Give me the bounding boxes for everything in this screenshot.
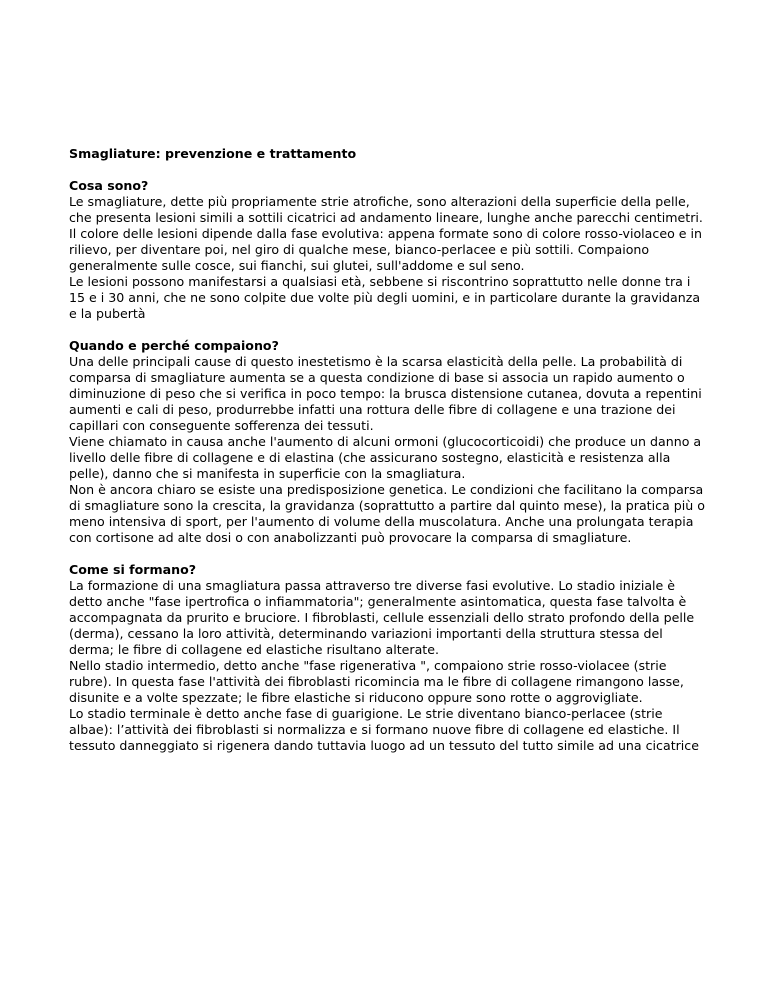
paragraph: Le smagliature, dette più propriamente strie atrofiche, sono alterazioni della superficie della pelle, che presenta lesioni simili a sottili cicatrici ad andamento lineare, lunghe anche parecchi centimetri. Il colore delle lesioni dipende dalla fase evolutiva: appena formate sono di colore rosso-violaceo e in rilievo, per diventare poi, nel giro di qualche mese, bianco-perlacee e più sottili. Compaiono generalmente sulle cosce, sui fianchi, sui glutei, sull'addome e sul seno.: [69, 194, 703, 273]
section-quando-e-perche: [69, 338, 705, 546]
paragraph: Lo stadio terminale è detto anche fase di guarigione. Le strie diventano bianco-perlacee (strie albae): l’attività dei fibroblasti si normalizza e si formano nuove fibre di collagene ed elastiche. Il tessuto danneggiato si rigenera dando tuttavia luogo ad un tessuto del tutto simile ad una cicatrice: [69, 706, 699, 753]
document-page: [69, 146, 705, 770]
section-heading: Come si formano?: [69, 562, 197, 577]
paragraph: Non è ancora chiaro se esiste una predisposizione genetica. Le condizioni che facilitano la comparsa di smagliature sono la crescita, la gravidanza (soprattutto a partire dal quinto mese), la pratica più o meno intensiva di sport, per l'aumento di volume della muscolatura. Anche una prolungata terapia con cortisone ad alte dosi o con anabolizzanti può provocare la comparsa di smagliature.: [69, 482, 705, 545]
paragraph: Nello stadio intermedio, detto anche "fase rigenerativa ", compaiono strie rosso-violacee (strie rubre). In questa fase l'attività dei fibroblasti ricomincia ma le fibre di collagene rimangono lasse, disunite e a volte spezzate; le fibre elastiche si riducono oppure sono rotte o aggrovigliate.: [69, 658, 684, 705]
paragraph: La formazione di una smagliatura passa attraverso tre diverse fasi evolutive. Lo stadio iniziale è detto anche "fase ipertrofica o infiammatoria"; generalmente asintomatica, questa fase talvolta è accompagnata da prurito e bruciore. I fibroblasti, cellule essenziali dello strato profondo della pelle (derma), cessano la loro attività, determinando variazioni importanti della struttura stessa del derma; le fibre di collagene ed elastiche risultano alterate.: [69, 578, 695, 657]
section-cosa-sono: [69, 178, 705, 322]
paragraph: Le lesioni possono manifestarsi a qualsiasi età, sebbene si riscontrino soprattutto nelle donne tra i 15 e i 30 anni, che ne sono colpite due volte più degli uomini, e in particolare durante la gravidanza e la pubertà: [69, 274, 701, 321]
section-heading: Quando e perché compaiono?: [69, 338, 279, 353]
document-title: Smagliature: prevenzione e trattamento: [69, 146, 357, 161]
section-heading: Cosa sono?: [69, 178, 149, 193]
section-come-si-formano: [69, 562, 705, 754]
paragraph: Viene chiamato in causa anche l'aumento di alcuni ormoni (glucocorticoidi) che produce un danno a livello delle fibre di collagene e di elastina (che assicurano sostegno, elasticità e resistenza alla pelle), danno che si manifesta in superficie con la smagliatura.: [69, 434, 702, 481]
paragraph: Una delle principali cause di questo inestetismo è la scarsa elasticità della pelle. La probabilità di comparsa di smagliature aumenta se a questa condizione di base si associa un rapido aumento o diminuzione di peso che si verifica in poco tempo: la brusca distensione cutanea, dovuta a repentini aumenti e cali di peso, produrrebbe infatti una rottura delle fibre di collagene e una trazione dei capillari con conseguente sofferenza dei tessuti.: [69, 354, 702, 433]
